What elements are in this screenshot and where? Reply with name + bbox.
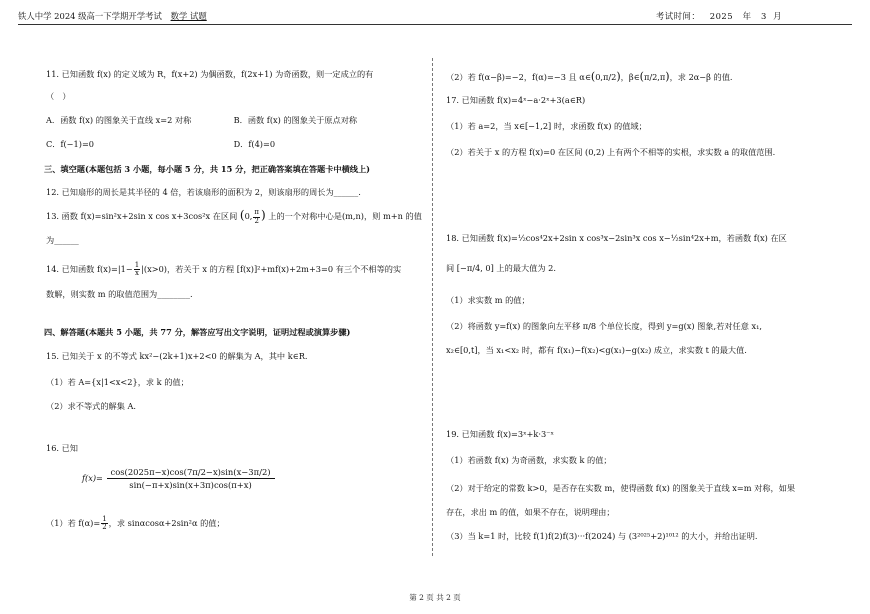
q19-part2-line2: 存在，求出 m 的值，如果不存在，说明理由； bbox=[446, 507, 615, 517]
q15-stem: 15. 已知关于 x 的不等式 kx²−(2k+1)x+2<0 的解集为 A，其中 k∈R. bbox=[46, 351, 308, 361]
q11-brackets: （ ） bbox=[46, 91, 71, 101]
column-divider bbox=[432, 58, 433, 556]
page-footer: 第 2 页 共 2 页 bbox=[409, 593, 461, 602]
q14-fraction: $\frac{1}{x}$ bbox=[134, 261, 140, 278]
q15-part1: （1）若 A={x|1<x<2}，求 k 的值； bbox=[46, 377, 189, 387]
q19-stem: 19. 已知函数 f(x)=3ˣ+k·3⁻ˣ bbox=[446, 429, 554, 439]
q13-fraction: $\frac{\pi}{2}$ bbox=[254, 208, 259, 225]
exam-title: 铁人中学 2024 级高一下学期开学考试 数学 试题 bbox=[18, 11, 207, 21]
q11-option-a: A．函数 f(x) 的图象关于直线 x=2 对称 bbox=[46, 115, 192, 125]
q18-stem: 18. 已知函数 f(x)=½cos⁴2x+2sin x cos³x−2sin³x cos x−½sin⁴2x+m，若函数 f(x) 在区 bbox=[446, 233, 787, 243]
q18-part1: （1）求实数 m 的值； bbox=[446, 295, 530, 305]
q14-line2: 数解，则实数 m 的取值范围为________. bbox=[46, 289, 193, 299]
q11-option-c: C．f(−1)=0 bbox=[46, 139, 95, 149]
q11-option-b: B．函数 f(x) 的图象关于原点对称 bbox=[233, 115, 358, 125]
section-3-heading: 三、填空题(本题包括 3 小题，每小题 5 分，共 15 分，把正确答案填在答题卡中横线上) bbox=[44, 164, 371, 174]
q11-options-cd bbox=[46, 140, 275, 150]
q18-part2: （2）将函数 y=f(x) 的图象向左平移 π/8 个单位长度，得到 y=g(x) 图象,若对任意 x₁, bbox=[446, 321, 763, 331]
q19-part1: （1）若函数 f(x) 为奇函数，求实数 k 的值； bbox=[446, 455, 612, 465]
q16-formula: f(x)= $\frac{\cos(2025\pi-x)\cos(7\pi/2-x)\sin(x-3\pi/2)}{\sin(-\pi+x)\sin(x+3\pi)\cos(\pi+x)}$ bbox=[82, 468, 276, 490]
q16-stem: 16. 已知 bbox=[46, 443, 78, 453]
q19-part2: （2）对于给定的常数 k>0，是否存在实数 m，使得函数 f(x) 的图象关于直线 x=m 对称，如果 bbox=[446, 483, 796, 493]
q17-part1: （1）若 a=2，当 x∈[−1,2] 时，求函数 f(x) 的值域； bbox=[446, 121, 647, 131]
q14-stem: 14. 已知函数 f(x)=|1− $\frac{1}{x}$ |(x>0)，若关于 x 的方程 [f(x)]²+mf(x)+2m+3=0 有三个不相等的实 bbox=[46, 261, 402, 278]
q19-part3: （3）当 k=1 时，比较 f(1)f(2)f(3)···f(2024) 与 (3²⁰²⁵+2)¹⁰¹² 的大小，并给出证明. bbox=[446, 531, 758, 541]
q17-stem: 17. 已知函数 f(x)=4ˣ−a·2ˣ+3(a∈R) bbox=[446, 95, 586, 105]
page-header bbox=[18, 10, 852, 25]
q11-stem: 11. 已知函数 f(x) 的定义域为 R，f(x+2) 为偶函数，f(2x+1) 为奇函数，则一定成立的有 bbox=[46, 69, 374, 79]
q13-line2: 为______ bbox=[46, 235, 79, 245]
q16-big-fraction: $\frac{\cos(2025\pi-x)\cos(7\pi/2-x)\sin(x-3\pi/2)}{\sin(-\pi+x)\sin(x+3\pi)\cos(\pi+x)}$ bbox=[107, 468, 275, 490]
q18-line2: 间 [−π/4, 0] 上的最大值为 2. bbox=[446, 263, 556, 273]
q16-part2: （2）若 f(α−β)=−2，f(α)=−3 且 α∈(0,π/2)，β∈(π/2,π)，求 2α−β 的值. bbox=[446, 70, 733, 83]
q16-half-fraction: $\frac{1}{2}$ bbox=[102, 515, 107, 532]
exam-time: 考试时间： 2025 年 3 月 bbox=[655, 11, 782, 21]
q11-options-ab bbox=[46, 116, 357, 126]
q13-stem: 13. 函数 f(x)=sin²x+2sin x cos x+3cos²x 在区间 (0, $\frac{\pi}{2}$ ) 上的一个对称中心是(m,n)，则 m+n 的值 bbox=[46, 208, 422, 225]
q16-part1: （1）若 f(α)= $\frac{1}{2}$ ，求 sinαcosα+2sin²α 的值； bbox=[46, 515, 225, 532]
section-4-heading: 四、解答题(本题共 5 小题，共 77 分，解答应写出文字说明，证明过程或演算步骤) bbox=[44, 327, 351, 337]
subject-label: 数学 试题 bbox=[170, 11, 207, 21]
q11-option-d: D．f(4)=0 bbox=[233, 139, 276, 149]
q12: 12. 已知扇形的周长是其半径的 4 倍，若该扇形的面积为 2，则该扇形的周长为______. bbox=[46, 187, 361, 197]
q15-part2: （2）求不等式的解集 A. bbox=[46, 401, 137, 411]
q18-part2-line2: x₂∈[0,t]，当 x₁<x₂ 时，都有 f(x₁)−f(x₂)<g(x₁)−g(x₂) 成立，求实数 t 的最大值. bbox=[446, 345, 747, 355]
q17-part2: （2）若关于 x 的方程 f(x)=0 在区间 (0,2) 上有两个不相等的实根，求实数 a 的取值范围. bbox=[446, 147, 776, 157]
